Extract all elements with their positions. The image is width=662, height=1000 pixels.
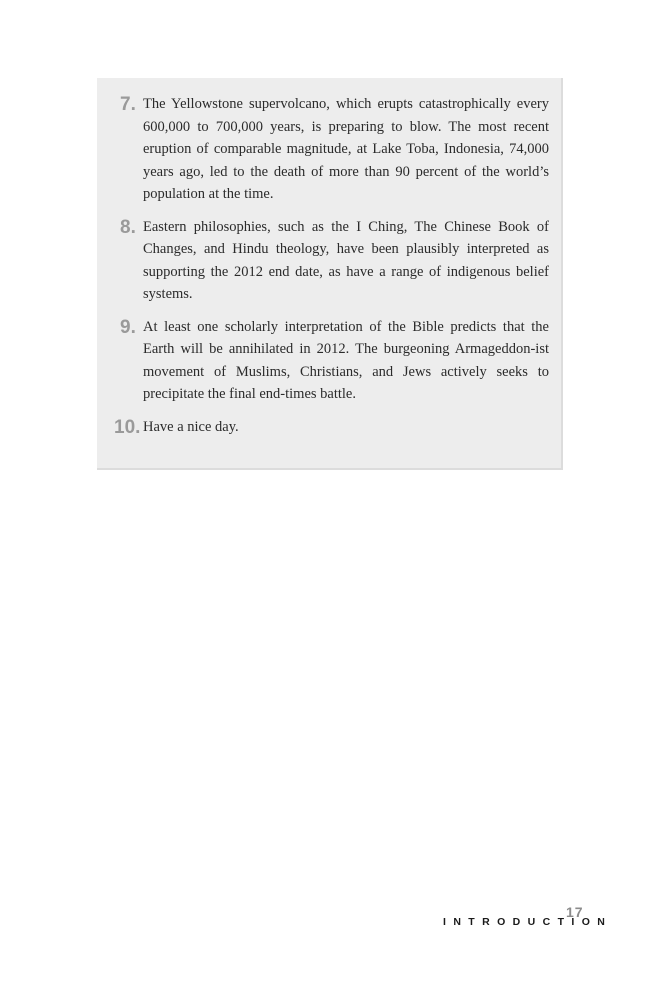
sidebar-box <box>97 78 563 470</box>
list-item-text: Have a nice day. <box>143 418 239 435</box>
list-item <box>97 416 563 439</box>
running-footer-section: INTRODUCTION <box>443 916 613 928</box>
list-item-text: At least one scholarly interpretation of the Bible predicts that the Earth will be annihilated in 2012. The burgeoning Armageddon-ist movement of Muslims, Christians, and Jews actively seeks to precipitate the final end-times battle. <box>143 318 549 402</box>
numbered-list <box>97 93 563 448</box>
list-item-text: The Yellowstone supervolcano, which erupts catastrophically every 600,000 to 700,000 years, is preparing to blow. The most recent eruption of comparable magnitude, at Lake Toba, Indonesia, 74,000 years ago, led to the death of more than 90 percent of the world’s population at the time. <box>143 96 549 202</box>
page-number: 17 <box>566 904 584 920</box>
list-item-number: 9. <box>120 316 136 338</box>
list-item-number: 8. <box>120 216 136 238</box>
list-item <box>97 216 563 306</box>
list-item-number: 7. <box>120 94 136 115</box>
list-item <box>97 93 563 206</box>
list-item-number: 10. <box>114 416 141 438</box>
list-item <box>97 316 563 406</box>
list-item-text: Eastern philosophies, such as the I Ching, The Chinese Book of Changes, and Hindu theology, have been plausibly interpreted as supporting the 2012 end date, as have a range of indigenous belief systems. <box>143 218 549 302</box>
